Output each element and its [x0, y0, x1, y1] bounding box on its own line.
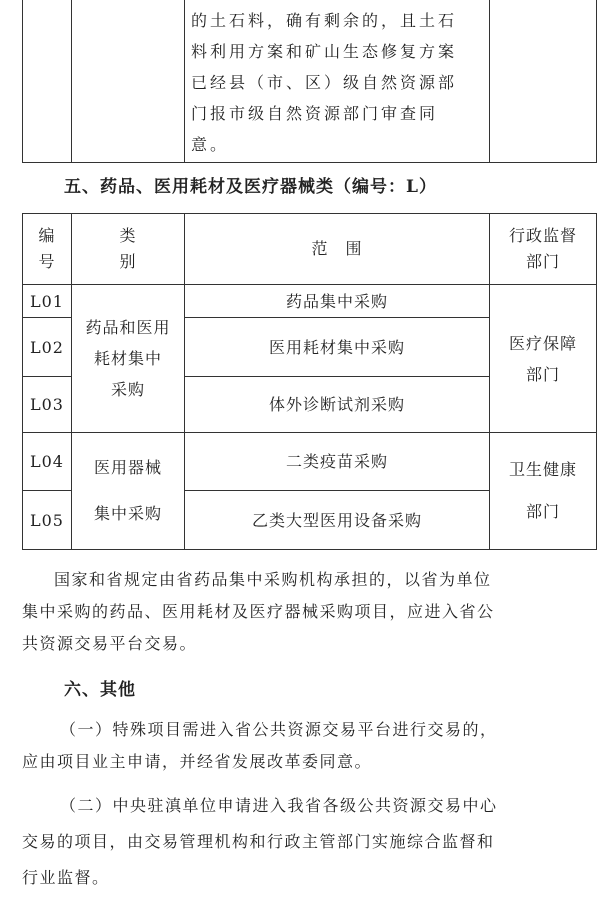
header-category-line: 别: [119, 252, 137, 271]
section5-paragraph-line: 国家和省规定由省药品集中采购机构承担的，以省为单位: [54, 570, 492, 589]
table-header-row: [23, 214, 597, 285]
medical-procurement-table: [22, 213, 597, 550]
row-scope: 体外诊断试剂采购: [185, 377, 490, 433]
dept-line: 医疗保障: [508, 333, 577, 353]
row-scope: 乙类大型医用设备采购: [185, 491, 490, 550]
continued-cell-code: [23, 0, 72, 163]
section6-para1-line: 应由项目业主申请，并经省发展改革委同意。: [22, 752, 373, 771]
header-dept: [490, 214, 597, 285]
header-category-line: 类: [119, 226, 137, 245]
continued-cell-dept: [490, 0, 597, 163]
category-line: 耗材集中: [93, 349, 162, 368]
row-scope: 二类疫苗采购: [185, 433, 490, 491]
text-line: 的土石料，确有剩余的，且土石: [191, 11, 458, 30]
header-dept-line: 部门: [525, 252, 560, 271]
row-code: L01: [23, 285, 72, 318]
header-category: [72, 214, 185, 285]
header-code-line: 编: [38, 226, 56, 245]
section5-heading: 五、药品、医用耗材及医疗器械类（编号：L）: [64, 177, 437, 197]
table-row: [23, 433, 597, 491]
row-code: L03: [23, 377, 72, 433]
header-code-line: 号: [38, 252, 56, 271]
row-scope: 医用耗材集中采购: [185, 318, 490, 377]
text-line: 门报市级自然资源部门审查同: [191, 104, 439, 123]
text-line: 料利用方案和矿山生态修复方案: [191, 42, 458, 61]
text-line: 意。: [191, 135, 230, 154]
section5-paragraph-line: 共资源交易平台交易。: [22, 634, 198, 653]
text-line: 已经县（市、区）级自然资源部: [191, 73, 458, 92]
section6-para1-line: （一）特殊项目需进入省公共资源交易平台进行交易的，: [60, 720, 498, 739]
header-dept-line: 行政监督: [508, 226, 577, 245]
row-code: L05: [23, 491, 72, 550]
section6-para2-line: 行业监督。: [22, 868, 110, 887]
category-cell: [72, 433, 185, 550]
continued-cell-scope: [185, 0, 490, 163]
dept-cell: [490, 433, 597, 550]
dept-line: 卫生健康: [508, 460, 577, 479]
table-row: [23, 285, 597, 318]
category-line: 集中采购: [93, 504, 162, 523]
section6-heading: 六、其他: [64, 680, 136, 700]
dept-cell: [490, 285, 597, 433]
category-line: 药品和医用: [85, 318, 171, 337]
category-line: 采购: [110, 380, 145, 399]
continued-cell-category: [72, 0, 185, 163]
row-code: L02: [23, 318, 72, 377]
dept-line: 部门: [525, 502, 560, 521]
section6-para2-line: （二）中央驻滇单位申请进入我省各级公共资源交易中心: [60, 796, 498, 815]
section5-paragraph-line: 集中采购的药品、医用耗材及医疗器械采购项目，应进入省公: [22, 602, 495, 621]
header-scope: 范 围: [185, 214, 490, 285]
dept-line: 部门: [525, 364, 560, 384]
row-scope: 药品集中采购: [185, 285, 490, 318]
category-cell: [72, 285, 185, 433]
section6-para2-line: 交易的项目，由交易管理机构和行政主管部门实施综合监督和: [22, 832, 495, 851]
category-line: 医用器械: [93, 458, 162, 477]
row-code: L04: [23, 433, 72, 491]
header-code: [23, 214, 72, 285]
continued-table: [22, 0, 597, 163]
